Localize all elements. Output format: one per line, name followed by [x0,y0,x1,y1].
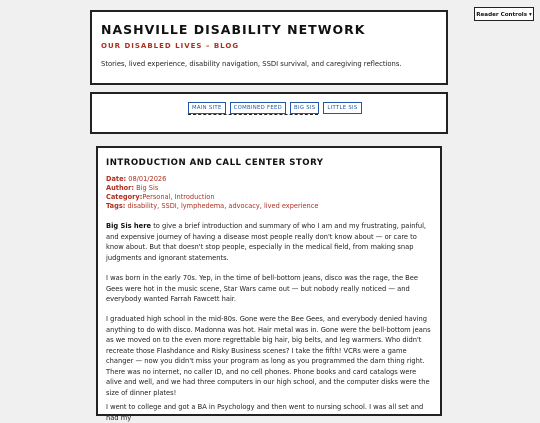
site-description: Stories, lived experience, disability navigation, SSDI survival, and caregiving reflections. [101,60,402,68]
post-date [106,175,166,184]
post-tags-label: Tags: [106,202,126,210]
post-category-label: Category: [106,193,143,201]
post-article [96,146,442,422]
nav-little-sis-link[interactable]: LITTLE SIS [323,102,361,114]
site-header [90,10,448,85]
nav-links [188,102,362,114]
post-author-value[interactable]: Big Sis [136,184,159,192]
post-author [106,184,158,193]
post-date-label: Date: [106,175,127,183]
post-intro-text: to give a brief introduction and summary of who I am and my frustrating, painful, and expensive journey of having a disease most people really don't know about — or care to know about. But that doesn't stop people, especially in the medical field, from making snap judgments and ignorant statements. [106,222,427,262]
post-intro-bold: Big Sis here [106,222,152,230]
nav-big-sis-link[interactable]: BIG SIS [290,102,319,114]
post-paragraph-3: I graduated high school in the mid-80s. Gone were the Bee Gees, and everybody denied having anything to do with disco. Madonna was hot. Hair metal was in. Gone were the bell-bottom jeans as we moved on to the even more regrettable big hair, big belts, and leg warmers. Who didn't recreate those Flashdance and Risky Business scenes? I take the fifth! VCRs were a game changer — now you didn't miss your program as long as you programmed the darn thing right. There was no internet, no caller ID, and no cell phones. Phone books and card catalogs were alive and well, and we had three computers in our high school, and the computer disks were the size of dinner plates! [106,315,431,397]
nav-panel [90,92,448,134]
reader-controls-button[interactable]: Reader Controls ▾ [474,7,534,21]
post-category [106,193,215,202]
post-category-value[interactable]: Personal, Introduction [142,193,215,201]
post-tags-value[interactable]: disability, SSDI, lymphedema, advocacy, lived experience [127,202,319,210]
post-date-value: 08/01/2026 [128,175,167,183]
nav-main-site-link[interactable]: MAIN SITE [188,102,226,114]
nav-combined-feed-link[interactable]: COMBINED FEED [230,102,286,114]
post-author-label: Author: [106,184,135,192]
post-paragraph-1 [106,221,432,263]
site-subtitle: OUR DISABLED LIVES – BLOG [101,42,240,50]
nav-divider [188,114,318,115]
site-title[interactable]: NASHVILLE DISABILITY NETWORK [101,22,366,37]
post-paragraph-2: I was born in the early 70s. Yep, in the time of bell-bottom jeans, disco was the rage, the Bee Gees were hot in the music scene, Star Wars came out — but nobody really noticed — and everybody wanted Farrah Fawcett hair. [106,274,418,303]
post-paragraph-4: I went to college and got a BA in Psychology and then went to nursing school. I was all set and had my [106,403,424,422]
post-title[interactable]: INTRODUCTION AND CALL CENTER STORY [106,158,324,168]
post-tags [106,202,318,211]
